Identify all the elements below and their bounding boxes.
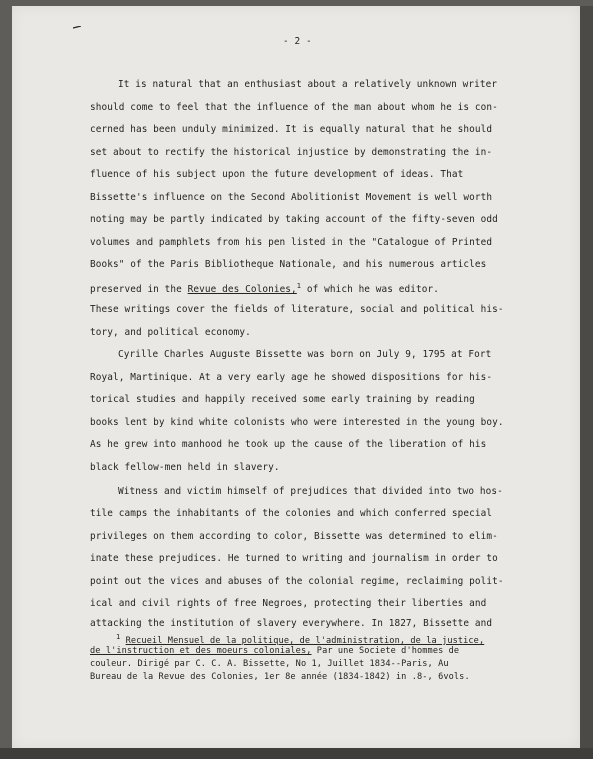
pencil-mark-icon [73,26,81,29]
page-edge-bottom [0,748,593,759]
paragraph-1-line-7: noting may be partly indicated by taking account of the fifty-seven odd [90,214,498,225]
footnote-ref: 1 [296,282,302,290]
paragraph-2-line-1: Cyrille Charles Auguste Bissette was born on July 9, 1795 at Fort [118,349,492,360]
paragraph-1-line-10: preserved in the Revue des Colonies,$^1$ of which he was editor. [90,282,439,296]
paragraph-1-line-8: volumes and pamphlets from his pen listed in the "Catalogue of Printed [90,237,493,248]
paragraph-2-line-5: As he grew into manhood he took up the cause of the liberation of his [90,439,487,450]
paragraph-1-line-1: It is natural that an enthusiast about a relatively unknown writer [118,79,498,90]
paragraph-1-line-5: fluence of his subject upon the future development of ideas. That [90,169,464,180]
paragraph-3-line-1: Witness and victim himself of prejudices that divided into two hos- [118,486,503,497]
paragraph-1-line-11: These writings cover the fields of literature, social and political his- [90,304,504,315]
document-page [12,6,580,748]
paragraph-1-line-3: cerned has been unduly minimized. It is equally natural that he should [90,124,493,135]
paragraph-2-line-2: Royal, Martinique. At a very early age he showed dispositions for his- [90,372,493,383]
journal-title: Revue des Colonies, [187,284,297,296]
paragraph-1-line-2: should come to feel that the influence of the man about whom he is con- [90,102,498,113]
footnote-line-2: de l'instruction et des moeurs coloniales, Par une Societe d'hommes de [90,646,460,656]
footnote-line-1: $^1$ Recueil Mensuel de la politique, de l'administration, de la justice, [116,633,485,646]
paragraph-3-line-2: tile camps the inhabitants of the colonies and which conferred special [90,508,493,519]
paragraph-2-line-6: black fellow-men held in slavery. [90,462,280,473]
paragraph-3-line-5: point out the vices and abuses of the colonial regime, reclaiming polit- [90,576,504,587]
footnote-line-4: Bureau de la Revue des Colonies, 1er 8e année (1834-1842) in .8-, 6vols. [90,672,470,682]
paragraph-3-line-6: ical and civil rights of free Negroes, protecting their liberties and [90,598,487,609]
paragraph-1-line-6: Bissette's influence on the Second Abolitionist Movement is well worth [90,192,493,203]
page-edge-right [580,6,593,748]
paragraph-3-line-4: inate these prejudices. He turned to writing and journalism in order to [90,553,498,564]
page-number: - 2 - [283,36,312,47]
paragraph-1-line-9: Books" of the Paris Bibliotheque Nationale, and his numerous articles [90,259,487,270]
paragraph-1-line-12: tory, and political economy. [90,327,251,338]
paragraph-2-line-3: torical studies and happily received some early training by reading [90,394,475,405]
footnote-marker: 1 [116,633,121,641]
paragraph-1-line-4: set about to rectify the historical injustice by demonstrating the in- [90,147,493,158]
paragraph-3-line-3: privileges on them according to color, Bissette was determined to elim- [90,531,498,542]
paragraph-2-line-4: books lent by kind white colonists who were interested in the young boy. [90,417,504,428]
footnote-line-3: couleur. Dirigé par C. C. A. Bissette, No 1, Juillet 1834--Paris, Au [90,659,449,669]
paragraph-3-line-7: attacking the institution of slavery everywhere. In 1827, Bissette and [90,618,493,629]
